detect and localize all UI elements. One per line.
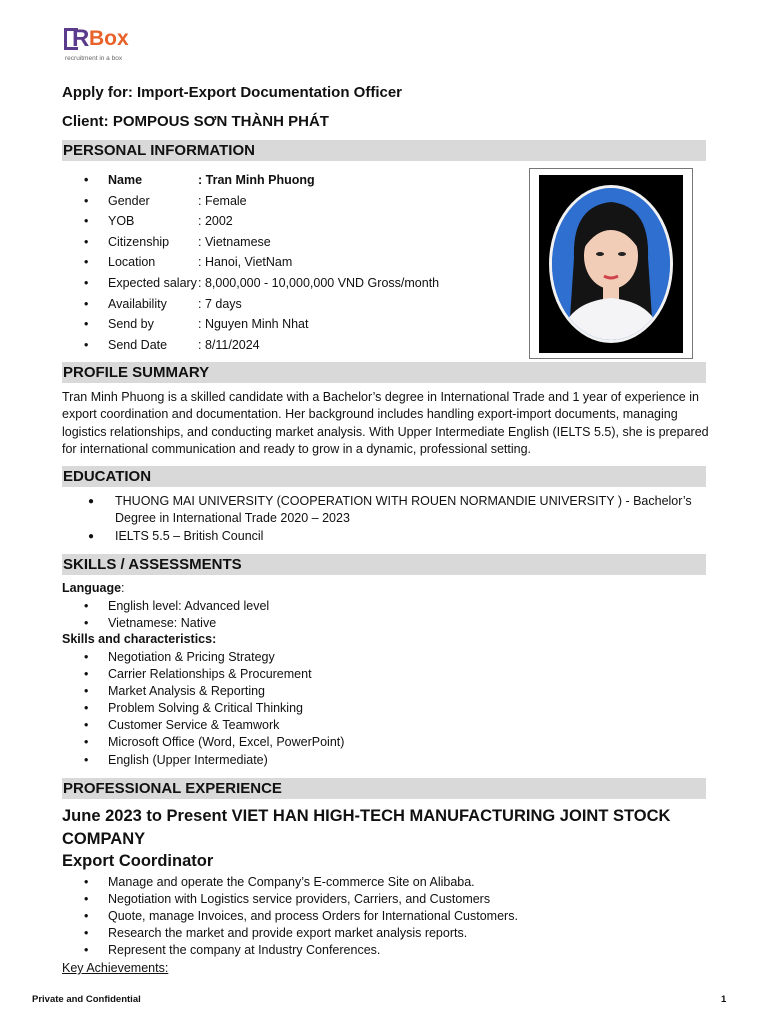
education-item: ● THUONG MAI UNIVERSITY (COOPERATION WITH ROUEN NORMANDIE UNIVERSITY ) - Bachelor’s Degree in International Trade 2020 – 2023: [88, 493, 708, 528]
personal-info-label: YOB: [108, 214, 135, 229]
personal-info-item: [84, 273, 439, 294]
experience-company-heading: June 2023 to Present VIET HAN HIGH-TECH MANUFACTURING JOINT STOCK COMPANY: [62, 807, 671, 848]
personal-info-label: Citizenship: [108, 234, 170, 249]
personal-info-label: Name: [108, 173, 143, 187]
language-item: • Vietnamese: Native: [84, 615, 269, 632]
skill-item: • Carrier Relationships & Procurement: [84, 666, 344, 683]
portrait-illustration: [552, 188, 670, 340]
duty-item: • Research the market and provide export market analysis reports.: [84, 925, 518, 942]
skill-item: • Problem Solving & Critical Thinking: [84, 700, 344, 717]
characteristics-heading: Skills and characteristics:: [62, 632, 217, 646]
logo-tagline: recruitment in a box: [65, 55, 123, 62]
personal-info-value: : Hanoi, VietNam: [198, 255, 293, 270]
profile-summary-text: Tran Minh Phuong is a skilled candidate with a Bachelor’s degree in International Trade and 1 year of experience in export coordination and documentation. Her background includes handling export-import documents, managing logistics relationships, and conducting market analysis. With Upper Intermediate English (IELTS 5.5), she is prepared for international communication and ready to grow in a dynamic, professional setting.: [62, 390, 709, 456]
education-list: [88, 493, 708, 545]
language-list: [84, 598, 269, 632]
personal-info-label: Send Date: [108, 337, 168, 352]
characteristics-list: [84, 649, 344, 769]
personal-info-item: [84, 335, 439, 356]
language-heading-colon: :: [121, 581, 125, 595]
candidate-photo: [549, 185, 673, 343]
personal-info-item: [84, 252, 439, 273]
personal-info-item: [84, 314, 439, 335]
experience-role: Export Coordinator: [62, 852, 214, 870]
personal-info-item: [84, 211, 439, 232]
logo-brand-r: R: [72, 25, 90, 52]
personal-info-label: Gender: [108, 193, 150, 208]
footer-page-number: 1: [721, 994, 727, 1005]
experience-duties-list: [84, 874, 518, 959]
duty-item: • Represent the company at Industry Conferences.: [84, 942, 518, 959]
candidate-photo-frame: [529, 168, 693, 359]
section-skills: SKILLS / ASSESSMENTS: [62, 554, 706, 575]
skill-item: • Customer Service & Teamwork: [84, 717, 344, 734]
personal-info-list: [84, 170, 439, 355]
photo-background: [539, 175, 683, 353]
personal-info-value: : Vietnamese: [198, 234, 271, 249]
section-profile-summary: PROFILE SUMMARY: [62, 362, 706, 383]
language-heading: [62, 581, 125, 595]
language-heading-text: Language: [62, 581, 122, 595]
personal-info-label: Expected salary: [108, 275, 197, 290]
section-education: EDUCATION: [62, 466, 706, 487]
company-logo: [64, 24, 154, 66]
personal-info-value: : 8/11/2024: [198, 337, 260, 352]
personal-info-item: [84, 191, 439, 212]
section-professional-experience: PROFESSIONAL EXPERIENCE: [62, 778, 706, 799]
personal-info-value: : 7 days: [198, 296, 242, 311]
education-item: ● IELTS 5.5 – British Council: [88, 528, 708, 545]
language-item: • English level: Advanced level: [84, 598, 269, 615]
skill-item: • English (Upper Intermediate): [84, 752, 344, 769]
personal-info-item: [84, 170, 439, 191]
personal-info-value: : Tran Minh Phuong: [198, 173, 315, 187]
personal-info-value: : Female: [198, 193, 247, 208]
personal-info-label: Location: [108, 255, 156, 270]
logo-brand-box: Box: [89, 27, 129, 50]
personal-info-label: Availability: [108, 296, 167, 311]
skill-item: • Microsoft Office (Word, Excel, PowerPoint): [84, 734, 344, 751]
key-achievements-heading: Key Achievements:: [62, 961, 169, 975]
personal-info-value: : Nguyen Minh Nhat: [198, 317, 309, 332]
personal-info-value: : 2002: [198, 214, 233, 229]
duty-item: • Negotiation with Logistics service providers, Carriers, and Customers: [84, 891, 518, 908]
skill-item: • Market Analysis & Reporting: [84, 683, 344, 700]
personal-info-item: [84, 294, 439, 315]
personal-info-value: : 8,000,000 - 10,000,000 VND Gross/month: [198, 275, 440, 290]
section-personal-information: PERSONAL INFORMATION: [62, 140, 706, 161]
apply-for-title: Apply for: Import-Export Documentation Officer: [62, 84, 403, 101]
duty-item: • Quote, manage Invoices, and process Orders for International Customers.: [84, 908, 518, 925]
personal-info-label: Send by: [108, 317, 154, 332]
client-title: Client: POMPOUS SƠN THÀNH PHÁT: [62, 113, 329, 130]
footer-confidential: Private and Confidential: [32, 994, 141, 1005]
skill-item: • Negotiation & Pricing Strategy: [84, 649, 344, 666]
duty-item: • Manage and operate the Company’s E-commerce Site on Alibaba.: [84, 874, 518, 891]
personal-info-item: [84, 232, 439, 253]
